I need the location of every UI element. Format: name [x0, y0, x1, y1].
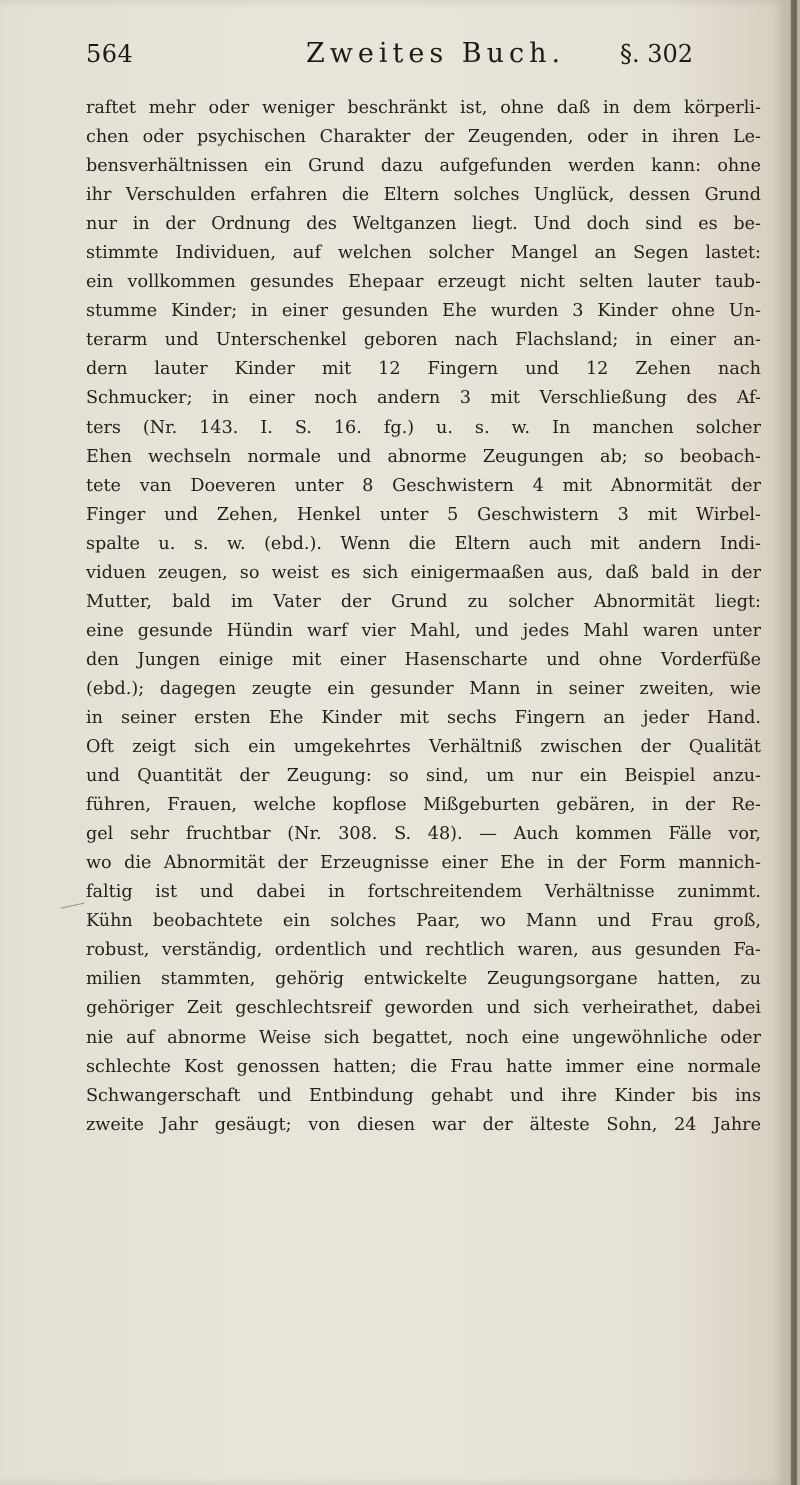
text-line: dern lauter Kinder mit 12 Fingern und 12 Zehen nach — [86, 359, 761, 380]
margin-pencil-stroke — [61, 903, 88, 923]
text-line: wo die Abnormität der Erzeugnisse einer Ehe in der Form mannich- — [86, 853, 761, 874]
text-line: spalte u. s. w. (ebd.). Wenn die Eltern auch mit andern Indi- — [86, 533, 761, 554]
text-line: nur in der Ordnung des Weltganzen liegt. Und doch sind es be- — [86, 214, 761, 235]
text-line: führen, Frauen, welche kopflose Mißgeburten gebären, in der Re- — [86, 795, 761, 816]
text-line: (ebd.); dagegen zeugte ein gesunder Mann in seiner zweiten, wie — [86, 678, 761, 699]
text-line: gehöriger Zeit geschlechtsreif geworden und sich verheirathet, dabei — [86, 998, 761, 1019]
text-line: Ehen wechseln normale und abnorme Zeugungen ab; so beobach- — [86, 446, 761, 467]
page-header — [0, 38, 786, 82]
text-line: den Jungen einige mit einer Hasenscharte und ohne Vorderfüße — [86, 649, 761, 670]
text-line: terarm und Unterschenkel geboren nach Flachsland; in einer an- — [86, 330, 761, 351]
text-line: Finger und Zehen, Henkel unter 5 Geschwistern 3 mit Wirbel- — [86, 504, 761, 525]
text-line: ein vollkommen gesundes Ehepaar erzeugt nicht selten lauter taub- — [86, 272, 761, 293]
text-line: viduen zeugen, so weist es sich einigermaaßen aus, daß bald in der — [86, 562, 761, 583]
text-line: und Quantität der Zeugung: so sind, um nur ein Beispiel anzu- — [86, 766, 761, 787]
text-line: stimmte Individuen, auf welchen solcher Mangel an Segen lastet: — [86, 243, 761, 264]
text-line: Oft zeigt sich ein umgekehrtes Verhältniß zwischen der Qualität — [86, 737, 761, 758]
text-line: Schwangerschaft und Entbindung gehabt und ihre Kinder bis ins — [86, 1085, 761, 1106]
text-line: ihr Verschulden erfahren die Eltern solches Unglück, dessen Grund — [86, 185, 761, 206]
text-line: Kühn beobachtete ein solches Paar, wo Mann und Frau groß, — [86, 911, 761, 932]
text-line: chen oder psychischen Charakter der Zeugenden, oder in ihren Le- — [86, 127, 761, 148]
text-line: robust, verständig, ordentlich und rechtlich waren, aus gesunden Fa- — [86, 940, 761, 961]
text-line: raftet mehr oder weniger beschränkt ist, ohne daß in dem körperli- — [86, 98, 761, 118]
running-title: Zweites Buch. — [306, 38, 566, 69]
page-edge — [786, 0, 800, 1485]
text-line: zweite Jahr gesäugt; von diesen war der älteste Sohn, 24 Jahre — [86, 1114, 761, 1135]
text-line: bensverhältnissen ein Grund dazu aufgefunden werden kann: ohne — [86, 156, 761, 177]
page-number: 564 — [86, 40, 134, 68]
binding-shadow — [791, 0, 797, 1485]
text-line: in seiner ersten Ehe Kinder mit sechs Fingern an jeder Hand. — [86, 707, 761, 728]
text-line: milien stammten, gehörig entwickelte Zeugungsorgane hatten, zu — [86, 969, 761, 990]
text-line: stumme Kinder; in einer gesunden Ehe wurden 3 Kinder ohne Un- — [86, 301, 761, 322]
text-line: nie auf abnorme Weise sich begattet, noch eine ungewöhnliche oder — [86, 1027, 761, 1048]
text-line: Mutter, bald im Vater der Grund zu solcher Abnormität liegt: — [86, 591, 761, 612]
section-number: §. 302 — [620, 40, 694, 68]
text-line: ters (Nr. 143. I. S. 16. fg.) u. s. w. In manchen solcher — [86, 417, 761, 438]
text-line: gel sehr fruchtbar (Nr. 308. S. 48). — Auch kommen Fälle vor, — [86, 824, 761, 845]
text-line: schlechte Kost genossen hatten; die Frau hatte immer eine normale — [86, 1056, 761, 1077]
body-text — [86, 94, 761, 1140]
text-line: tete van Doeveren unter 8 Geschwistern 4 mit Abnormität der — [86, 475, 761, 496]
text-line: Schmucker; in einer noch andern 3 mit Verschließung des Af- — [86, 388, 761, 409]
text-line: faltig ist und dabei in fortschreitendem Verhältnisse zunimmt. — [86, 882, 761, 903]
text-line: eine gesunde Hündin warf vier Mahl, und jedes Mahl waren unter — [86, 620, 761, 641]
